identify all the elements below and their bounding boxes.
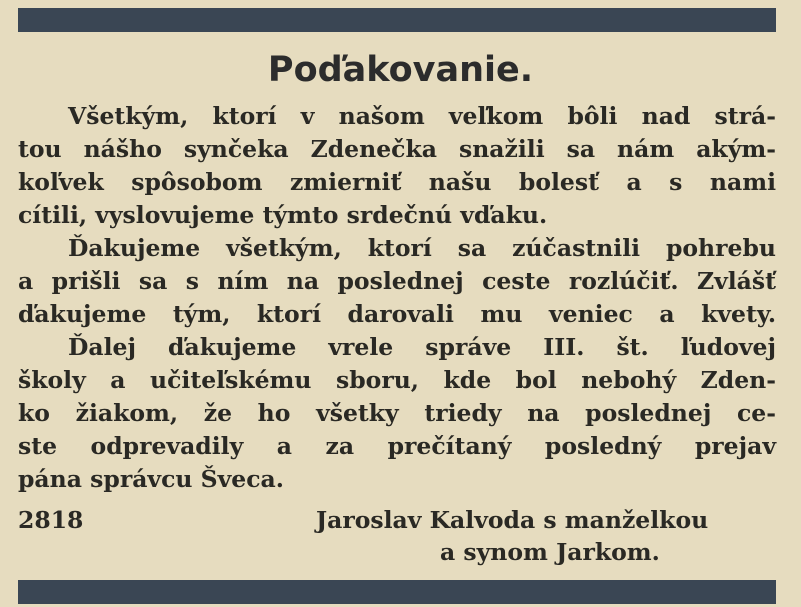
text-line: a prišli sa s ním na poslednej ceste rozlúčiť. Zvlášť [18, 267, 776, 295]
text-line: cítili, vyslovujeme týmto srdečnú vďaku. [18, 201, 548, 229]
signature-line-2: a synom Jarkom. [440, 538, 660, 566]
text-line: ko žiakom, že ho všetky triedy na poslednej ce- [18, 399, 776, 427]
text-line: ste odprevadily a za prečítaný posledný prejav [18, 432, 776, 460]
text-line: ďakujeme tým, ktorí darovali mu veniec a kvety. [18, 300, 776, 328]
text-line: školy a učiteľskému sboru, kde bol nebohý Zden- [18, 366, 776, 394]
text-line: pána správcu Šveca. [18, 465, 284, 493]
text-line: Ďakujeme všetkým, ktorí sa zúčastnili pohrebu [68, 234, 776, 262]
ad-number: 2818 [18, 506, 84, 534]
bottom-rule [18, 580, 776, 604]
text-line: Všetkým, ktorí v našom veľkom bôli nad strá- [68, 102, 776, 130]
top-rule [18, 8, 776, 32]
text-line: tou nášho synčeka Zdenečka snažili sa nám akým- [18, 135, 776, 163]
text-line: koľvek spôsobom zmierniť našu bolesť a s nami [18, 168, 776, 196]
text-line: Ďalej ďakujeme vrele správe III. št. ľudovej [68, 333, 776, 361]
signature-line-1: Jaroslav Kalvoda s manželkou [316, 506, 709, 534]
notice-title: Poďakovanie. [267, 50, 534, 90]
